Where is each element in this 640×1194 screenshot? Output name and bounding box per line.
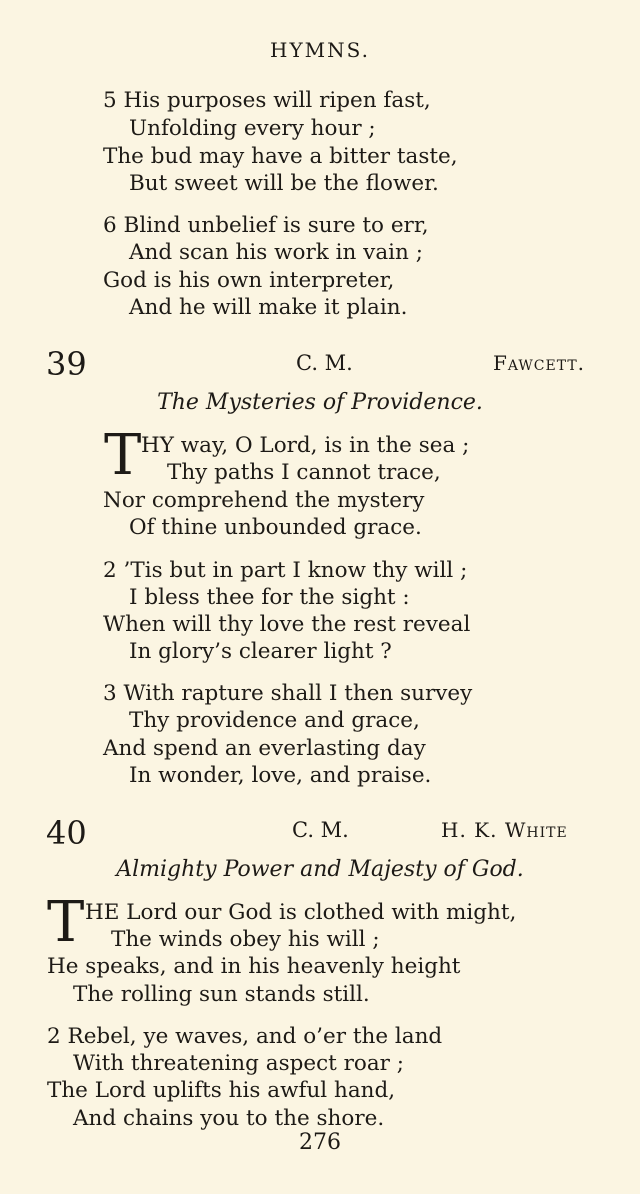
verse-line: Unfolding every hour ; [129,116,376,141]
verse-line: Of thine unbounded grace. [129,515,422,540]
verse-line: But sweet will be the flower. [129,171,439,196]
verse-line: And chains you to the shore. [73,1106,385,1131]
verse-line: The Lord uplifts his awful hand, [47,1078,396,1103]
verse-line: He speaks, and in his heavenly height [47,954,461,979]
verse-line: 5 His purposes will ripen fast, [103,88,431,113]
verse-line: 2 ’Tis but in part I know thy will ; [103,558,468,583]
hymn-number: 40 [46,814,87,852]
verse-line: With threatening aspect roar ; [73,1051,405,1076]
verse-line: The winds obey his will ; [111,927,380,952]
hymn-meter: C. M. [292,818,349,842]
page-number: 276 [299,1130,341,1155]
verse-line: When will thy love the rest reveal [103,612,471,637]
hymn-meter: C. M. [296,351,353,375]
running-header: HYMNS. [270,38,370,62]
verse-line: 3 With rapture shall I then survey [103,681,473,706]
verse-line: And spend an everlasting day [103,736,426,761]
hymn-composer: Fawcett. [493,351,586,375]
hymn-title: The Mysteries of Providence. [157,390,483,415]
verse-line: Thy providence and grace, [129,708,420,733]
hymn-title: Almighty Power and Majesty of God. [116,857,524,882]
drop-cap: T [47,890,85,955]
hymn-number: 39 [46,345,87,383]
verse-line: The rolling sun stands still. [73,982,370,1007]
verse-line: The bud may have a bitter taste, [103,144,458,169]
verse-line: In glory’s clearer light ? [129,639,392,664]
verse-line: 6 Blind unbelief is sure to err, [103,213,429,238]
verse-line: Thy paths I cannot trace, [167,460,441,485]
verse-line: 2 Rebel, ye waves, and o’er the land [47,1024,443,1049]
verse-line: And scan his work in vain ; [129,240,423,265]
hymn-composer: H. K. White [441,818,568,842]
verse-line: In wonder, love, and praise. [129,763,432,788]
verse-line: And he will make it plain. [129,295,408,320]
verse-line: Nor comprehend the mystery [103,488,425,513]
verse-line: I bless thee for the sight : [129,585,410,610]
drop-cap: T [104,423,142,488]
verse-line: HY way, O Lord, is in the sea ; [141,433,470,458]
verse-line: God is his own interpreter, [103,268,395,293]
verse-line: HE Lord our God is clothed with might, [85,900,517,925]
